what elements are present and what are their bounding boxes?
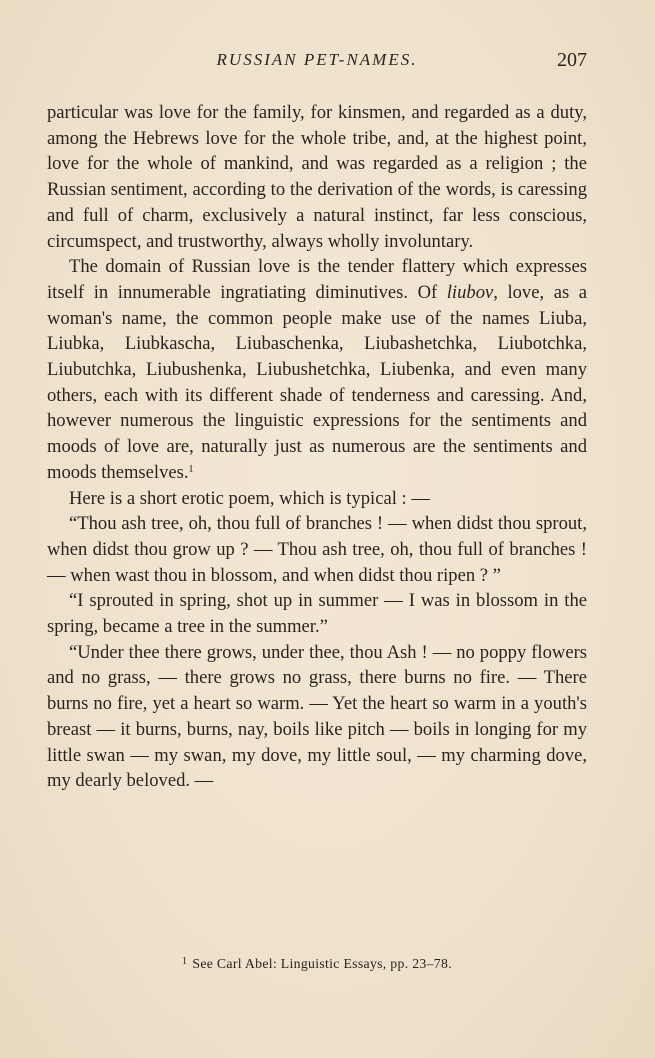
footnote-text: See Carl Abel: Linguistic Essays, pp. 23–78. bbox=[192, 956, 452, 971]
footnote-reference: 1 bbox=[188, 463, 194, 475]
page-number: 207 bbox=[557, 49, 587, 71]
body-text bbox=[47, 100, 587, 794]
paragraph-3: Here is a short erotic poem, which is typical : — bbox=[69, 487, 430, 509]
paragraph-2-text-b: , love, as a woman's name, the common people make use of the names Liuba, Liubka, Liubkascha, Liubaschenka, Liubashetchka, Liubotchka, Liubutchka, Liubushenka, Liubushetchka, Liubenka, and even many others, each with its different shade of tenderness and caressing. And, however numerous the linguistic expressions for the sentiments and moods of love are, naturally just as numerous are the sentiments and moods themselves. bbox=[47, 281, 588, 483]
footnote-mark: 1 bbox=[182, 956, 188, 967]
paragraph-4: “Thou ash tree, oh, thou full of branches ! — when didst thou sprout, when didst thou grow up ? — Thou ash tree, oh, thou full of branches ! — when wast thou in blossom, and when didst thou ripen ? ” bbox=[47, 513, 587, 586]
footnote bbox=[47, 956, 587, 972]
running-head: RUSSIAN PET-NAMES. bbox=[216, 50, 418, 69]
italic-word-liubov: liubov bbox=[446, 281, 494, 303]
page-header bbox=[47, 50, 587, 80]
paragraph-1: particular was love for the family, for kinsmen, and regarded as a duty, among the Hebrews love for the whole tribe, and, at the highest point, love for the whole of mankind, and was regarded as a religion ; the Russian sentiment, according to the derivation of the words, is caressing and full of charm, exclusively a natural instinct, far less conscious, circumspect, and trustworthy, always wholly involuntary. bbox=[47, 102, 587, 252]
paragraph-6: “Under thee there grows, under thee, thou Ash ! — no poppy flowers and no grass, — there grows no grass, there burns no fire. — There burns no fire, yet a heart so warm. — Yet the heart so warm in a youth's breast — it burns, burns, nay, boils like pitch — boils in longing for my little swan — my swan, my dove, my little soul, — my charming dove, my dearly beloved. — bbox=[47, 641, 587, 792]
paragraph-2 bbox=[47, 254, 587, 485]
paragraph-5: “I sprouted in spring, shot up in summer — I was in blossom in the spring, became a tree in the summer.” bbox=[47, 590, 587, 638]
paragraph-2-text-a: The domain of Russian love is the tender flattery which expresses itself in innumerable ingratiating diminutives. Of bbox=[47, 256, 587, 303]
